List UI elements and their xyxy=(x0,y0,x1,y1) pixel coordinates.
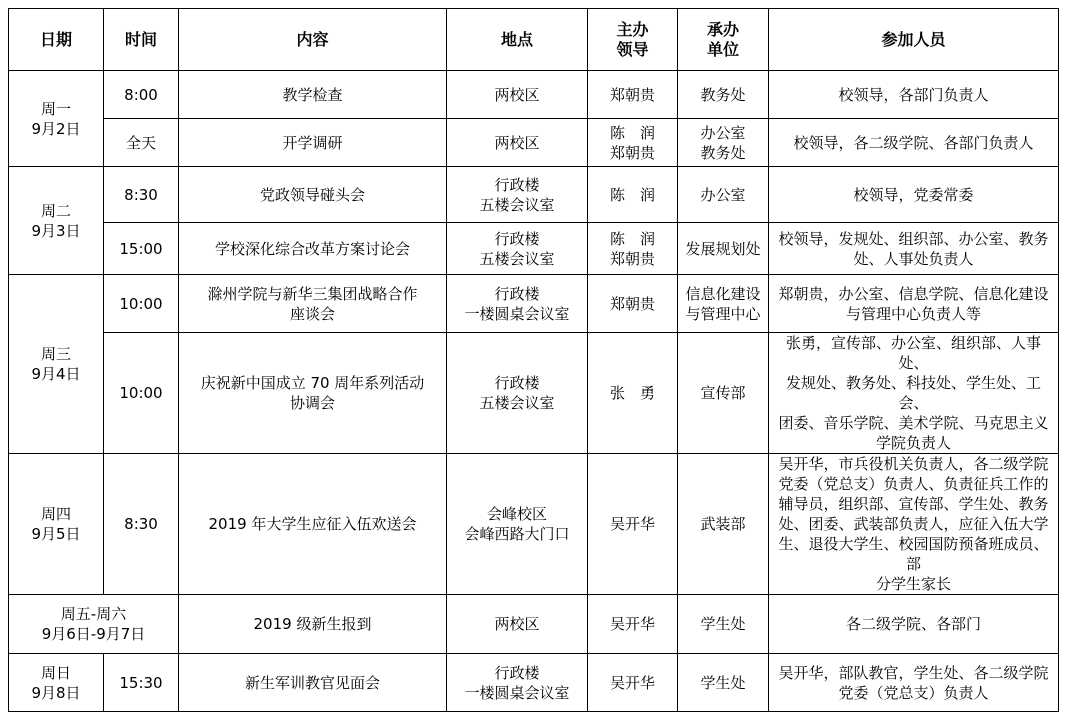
day-cell: 周三 9月4日 xyxy=(9,275,104,454)
location-cell: 行政楼 五楼会议室 xyxy=(447,167,588,223)
unit-cell: 信息化建设 与管理中心 xyxy=(678,275,769,333)
table-row xyxy=(9,223,1059,275)
day-cell: 周二 9月3日 xyxy=(9,167,104,275)
table-row xyxy=(9,454,1059,595)
participants-cell: 校领导，党委常委 xyxy=(769,167,1059,223)
participants-cell: 郑朝贵，办公室、信息学院、信息化建设 与管理中心负责人等 xyxy=(769,275,1059,333)
location-cell: 行政楼 五楼会议室 xyxy=(447,223,588,275)
unit-cell: 学生处 xyxy=(678,595,769,654)
participants-cell: 校领导，各二级学院、各部门负责人 xyxy=(769,119,1059,167)
header-date: 日期 xyxy=(9,9,104,71)
leader-cell: 吴开华 xyxy=(588,595,678,654)
table-row xyxy=(9,119,1059,167)
location-cell: 会峰校区 会峰西路大门口 xyxy=(447,454,588,595)
unit-cell: 办公室 xyxy=(678,167,769,223)
participants-cell: 张勇，宣传部、办公室、组织部、人事处、 发规处、教务处、科技处、学生处、工会、 团委、音乐学院、美术学院、马克思主义 学院负责人 xyxy=(769,333,1059,454)
unit-cell: 学生处 xyxy=(678,654,769,712)
unit-cell: 办公室 教务处 xyxy=(678,119,769,167)
day-cell: 周五-周六 9月6日-9月7日 xyxy=(9,595,179,654)
participants-cell: 吴开华，部队教官，学生处、各二级学院 党委（党总支）负责人 xyxy=(769,654,1059,712)
time-cell: 15:30 xyxy=(104,654,179,712)
header-unit: 承办 单位 xyxy=(678,9,769,71)
leader-cell: 郑朝贵 xyxy=(588,71,678,119)
leader-cell: 郑朝贵 xyxy=(588,275,678,333)
content-cell: 开学调研 xyxy=(179,119,447,167)
header-participants: 参加人员 xyxy=(769,9,1059,71)
content-cell: 党政领导碰头会 xyxy=(179,167,447,223)
location-cell: 行政楼 一楼圆桌会议室 xyxy=(447,275,588,333)
header-leader: 主办 领导 xyxy=(588,9,678,71)
header-location: 地点 xyxy=(447,9,588,71)
table-row xyxy=(9,275,1059,333)
unit-cell: 宣传部 xyxy=(678,333,769,454)
leader-cell: 陈 润 xyxy=(588,167,678,223)
content-cell: 学校深化综合改革方案讨论会 xyxy=(179,223,447,275)
time-cell: 8:00 xyxy=(104,71,179,119)
location-cell: 两校区 xyxy=(447,595,588,654)
time-cell: 15:00 xyxy=(104,223,179,275)
day-cell: 周一 9月2日 xyxy=(9,71,104,167)
participants-cell: 各二级学院、各部门 xyxy=(769,595,1059,654)
unit-cell: 武装部 xyxy=(678,454,769,595)
leader-cell: 陈 润 郑朝贵 xyxy=(588,119,678,167)
time-cell: 10:00 xyxy=(104,275,179,333)
time-cell: 全天 xyxy=(104,119,179,167)
table-row xyxy=(9,71,1059,119)
table-row xyxy=(9,167,1059,223)
content-cell: 新生军训教官见面会 xyxy=(179,654,447,712)
location-cell: 行政楼 一楼圆桌会议室 xyxy=(447,654,588,712)
time-cell: 8:30 xyxy=(104,167,179,223)
content-cell: 教学检查 xyxy=(179,71,447,119)
location-cell: 行政楼 五楼会议室 xyxy=(447,333,588,454)
content-cell: 2019 级新生报到 xyxy=(179,595,447,654)
leader-cell: 张 勇 xyxy=(588,333,678,454)
table-row xyxy=(9,595,1059,654)
day-cell: 周四 9月5日 xyxy=(9,454,104,595)
header-content: 内容 xyxy=(179,9,447,71)
participants-cell: 校领导，发规处、组织部、办公室、教务 处、人事处负责人 xyxy=(769,223,1059,275)
leader-cell: 陈 润 郑朝贵 xyxy=(588,223,678,275)
header-time: 时间 xyxy=(104,9,179,71)
header-row xyxy=(9,9,1059,71)
content-cell: 滁州学院与新华三集团战略合作 座谈会 xyxy=(179,275,447,333)
table-row xyxy=(9,333,1059,454)
content-cell: 庆祝新中国成立 70 周年系列活动 协调会 xyxy=(179,333,447,454)
location-cell: 两校区 xyxy=(447,71,588,119)
participants-cell: 校领导，各部门负责人 xyxy=(769,71,1059,119)
leader-cell: 吴开华 xyxy=(588,654,678,712)
table-row xyxy=(9,654,1059,712)
unit-cell: 发展规划处 xyxy=(678,223,769,275)
participants-cell: 吴开华，市兵役机关负责人，各二级学院 党委（党总支）负责人、负责征兵工作的 辅导员，组织部、宣传部、学生处、教务 处、团委、武装部负责人，应征入伍大学 生、退役大学生、校园国防预备班成员、部 分学生家长 xyxy=(769,454,1059,595)
location-cell: 两校区 xyxy=(447,119,588,167)
unit-cell: 教务处 xyxy=(678,71,769,119)
day-cell: 周日 9月8日 xyxy=(9,654,104,712)
time-cell: 8:30 xyxy=(104,454,179,595)
time-cell: 10:00 xyxy=(104,333,179,454)
content-cell: 2019 年大学生应征入伍欢送会 xyxy=(179,454,447,595)
schedule-table xyxy=(8,8,1059,712)
leader-cell: 吴开华 xyxy=(588,454,678,595)
